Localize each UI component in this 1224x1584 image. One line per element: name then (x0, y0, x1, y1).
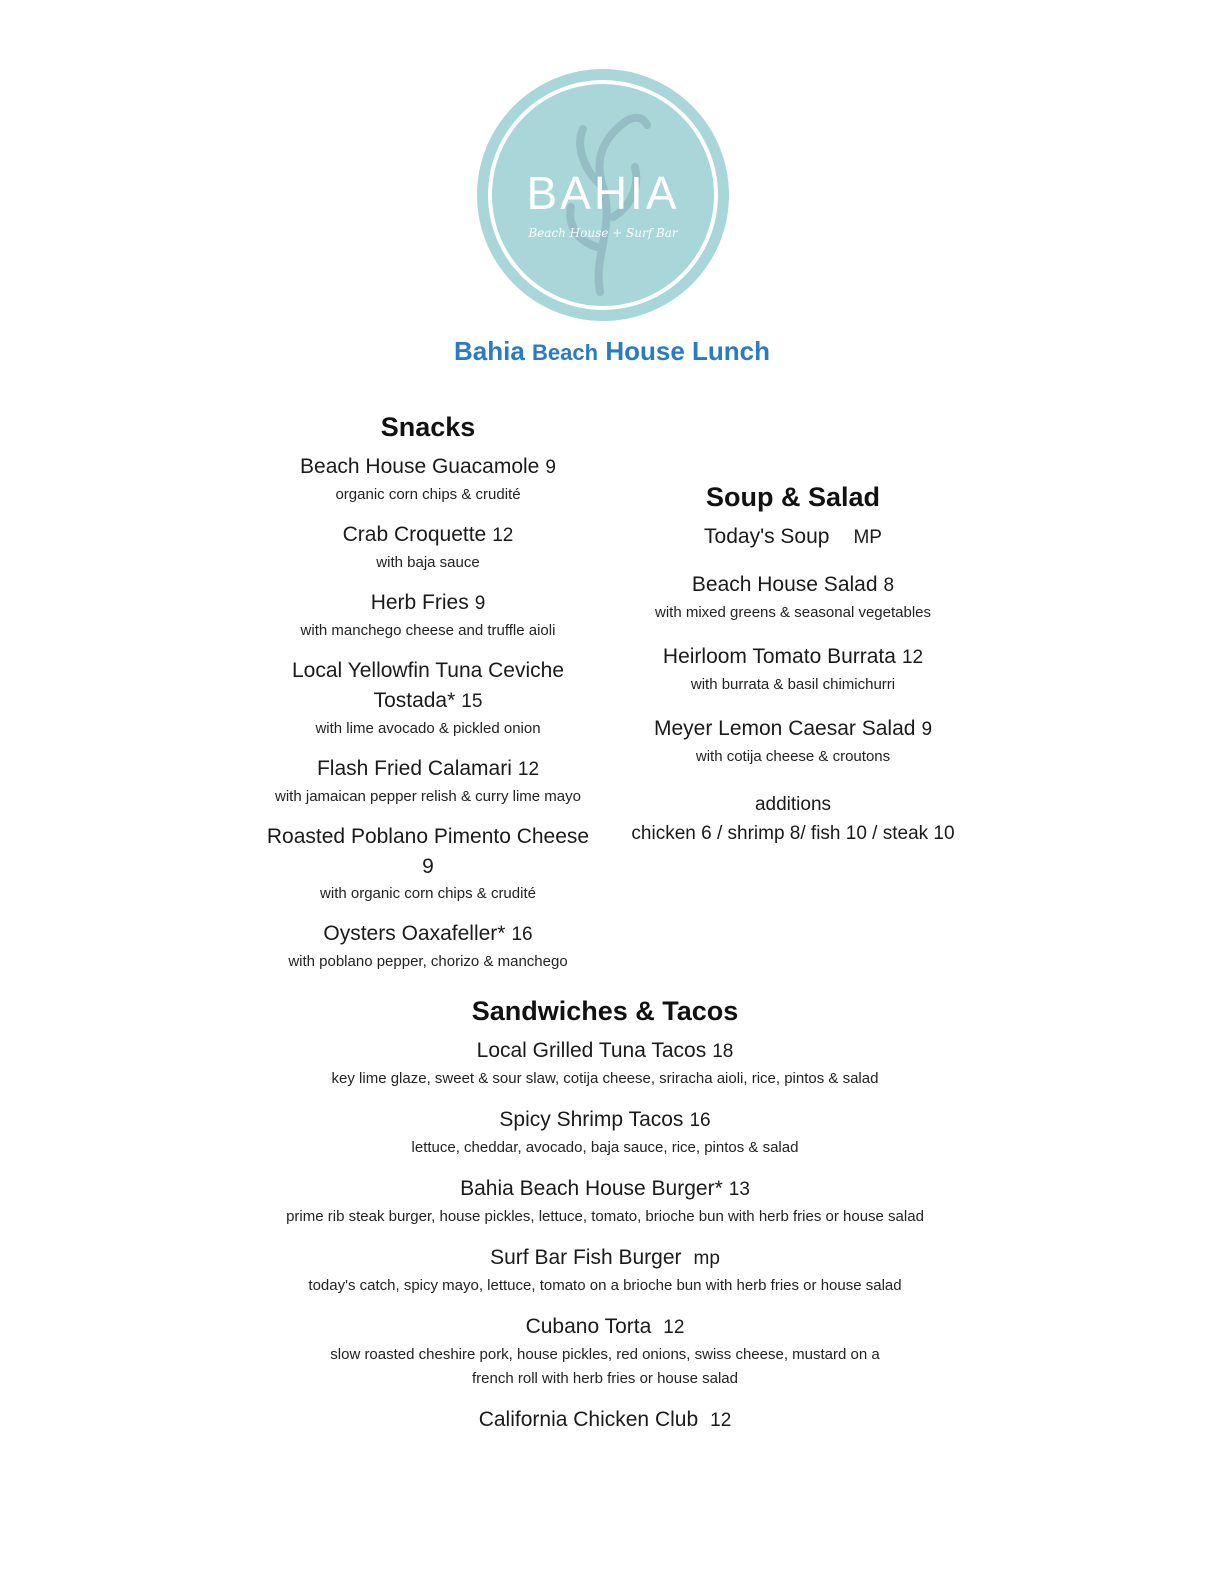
snacks-heading: Snacks (380, 412, 476, 442)
item-description: with baja sauce (376, 554, 480, 571)
item-name: Cubano Torta (525, 1315, 652, 1338)
item-description: lettuce, cheddar, avocado, baja sauce, rice, pintos & salad (411, 1139, 799, 1156)
item-description: with organic corn chips & crudité (320, 885, 536, 902)
item-price: 13 (728, 1179, 750, 1200)
item-name: Oysters Oaxafeller* (323, 922, 506, 945)
item-price: 9 (545, 457, 556, 478)
item-name: Herb Fries (370, 591, 469, 614)
menu-item (228, 588, 628, 643)
menu-item (228, 822, 628, 906)
soup-salad-section (612, 482, 974, 848)
item-name: Crab Croquette (342, 523, 487, 546)
item-price: 12 (901, 647, 924, 668)
menu-item (228, 754, 628, 809)
item-price: 9 (921, 719, 933, 740)
item-price: 9 (422, 855, 434, 878)
logo-tagline: Beach House + Surf Bar (528, 226, 678, 240)
item-description: with lime avocado & pickled onion (315, 720, 541, 737)
item-price: 16 (511, 924, 533, 945)
item-name: Spicy Shrimp Tacos (499, 1108, 684, 1131)
menu-item (612, 714, 974, 769)
item-price: 12 (517, 759, 540, 780)
item-price: 12 (710, 1410, 732, 1431)
additions-label: additions (754, 794, 832, 815)
item-name: Today's Soup (704, 525, 830, 548)
item-name: Heirloom Tomato Burrata (662, 645, 896, 668)
item-price: 9 (474, 593, 486, 614)
item-name: California Chicken Club (478, 1408, 699, 1431)
item-name: Bahia Beach House Burger* (460, 1177, 723, 1200)
sandwiches-tacos-section (230, 996, 980, 1450)
item-name: Flash Fried Calamari (316, 757, 512, 780)
item-price: 8 (883, 575, 895, 596)
menu-item (230, 1105, 980, 1160)
item-name: Meyer Lemon Caesar Salad (653, 717, 916, 740)
menu-item (230, 1036, 980, 1091)
item-name: Surf Bar Fish Burger (490, 1246, 682, 1269)
item-price: MP (853, 527, 882, 548)
menu-item (228, 452, 628, 507)
menu-title (0, 336, 1224, 367)
logo-graphic (475, 67, 731, 323)
item-name: Local Yellowfin Tuna Ceviche Tostada* (291, 659, 564, 712)
item-description: prime rib steak burger, house pickles, lettuce, tomato, brioche bun with herb fries or house salad (286, 1208, 924, 1225)
snacks-section (228, 412, 628, 987)
additions-list: chicken 6 / shrimp 8/ fish 10 / steak 10 (631, 823, 955, 844)
item-description: with jamaican pepper relish & curry lime mayo (275, 788, 581, 805)
menu-item (612, 522, 974, 553)
item-price: 16 (689, 1110, 711, 1131)
menu-item (612, 570, 974, 625)
sandwiches-heading: Sandwiches & Tacos (471, 996, 739, 1026)
title-part-beach: Beach (532, 340, 599, 365)
item-price: mp (693, 1248, 720, 1269)
item-description: with manchego cheese and truffle aioli (300, 622, 556, 639)
item-price: 12 (492, 525, 514, 546)
menu-item (228, 919, 628, 974)
item-price: 18 (712, 1041, 734, 1062)
item-description: with poblano pepper, chorizo & manchego (288, 953, 568, 970)
item-name: Roasted Poblano Pimento Cheese (266, 825, 590, 848)
title-part-bahia: Bahia (454, 336, 525, 366)
item-description: slow roasted cheshire pork, house pickles, red onions, swiss cheese, mustard on a french roll with herb fries or house salad (330, 1346, 880, 1387)
item-description: today's catch, spicy mayo, lettuce, tomato on a brioche bun with herb fries or house salad (308, 1277, 902, 1294)
menu-item (230, 1174, 980, 1229)
item-name: Beach House Guacamole (300, 455, 540, 478)
title-part-house-lunch: House Lunch (605, 336, 770, 366)
menu-item (228, 520, 628, 575)
soup-salad-heading: Soup & Salad (705, 482, 881, 512)
menu-item (228, 656, 628, 741)
menu-item (230, 1312, 980, 1391)
bahia-logo (475, 67, 731, 323)
menu-item (230, 1243, 980, 1298)
item-description: with burrata & basil chimichurri (690, 676, 896, 693)
logo-name: BAHIA (526, 167, 680, 219)
item-name: Beach House Salad (691, 573, 878, 596)
item-name: Local Grilled Tuna Tacos (476, 1039, 707, 1062)
item-price: 12 (663, 1317, 685, 1338)
menu-item (612, 642, 974, 697)
menu-item (230, 1405, 980, 1436)
item-description: with mixed greens & seasonal vegetables (655, 604, 931, 621)
item-description: organic corn chips & crudité (335, 486, 521, 503)
item-description: with cotija cheese & croutons (695, 748, 891, 765)
item-description: key lime glaze, sweet & sour slaw, cotija cheese, sriracha aioli, rice, pintos & salad (331, 1070, 879, 1087)
item-price: 15 (461, 691, 483, 712)
